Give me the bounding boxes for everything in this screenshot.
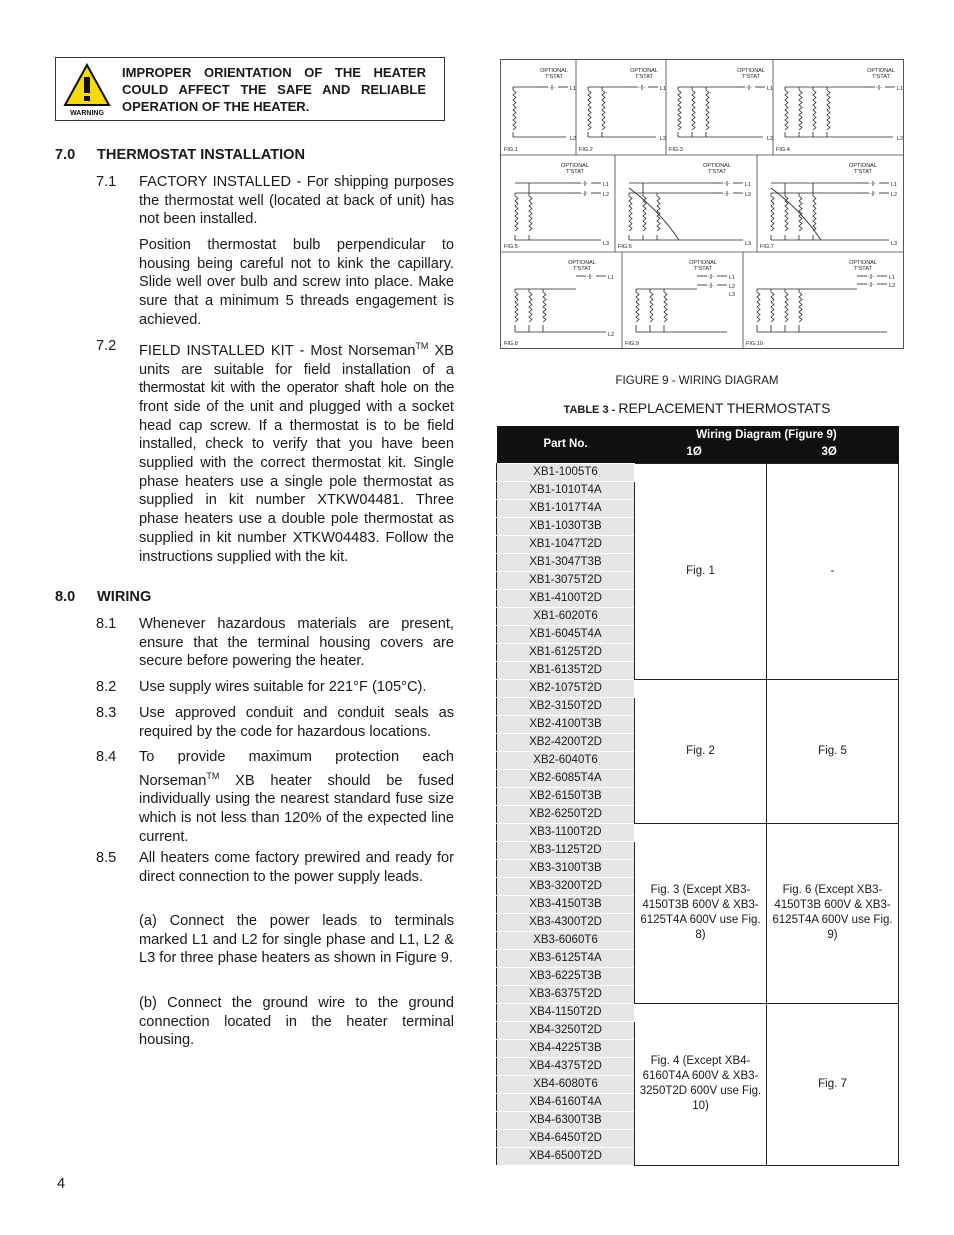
item-8-5-paragraph-b: (b) Connect the ground wire to the ground connection located in the heater terminal housing.	[139, 995, 454, 1049]
optional-label: OPTIONAL	[737, 68, 765, 74]
part-number-cell: XB1-4100T2D	[497, 589, 635, 607]
thermostat-contact-symbol: -||-	[582, 181, 588, 187]
table-title-text: REPLACEMENT THERMOSTATS	[618, 400, 831, 416]
heating-element	[757, 292, 760, 322]
line-terminal-label: L1	[767, 86, 774, 92]
part-number-cell: XB3-1125T2D	[497, 841, 635, 859]
part-number-cell: XB1-1010T4A	[497, 481, 635, 499]
line-terminal-label: L3	[729, 292, 736, 298]
tstat-label: T'STAT	[742, 74, 760, 80]
part-number-cell: XB2-1075T2D	[497, 679, 635, 697]
thermostat-contact-symbol: -||-	[746, 85, 752, 91]
item-text: All heaters come factory prewired and ready for direct connection to the power supply leads.	[139, 850, 454, 885]
part-number-cell: XB2-3150T2D	[497, 697, 635, 715]
line-terminal-label: L2	[897, 136, 903, 142]
wiring-diagram	[500, 59, 904, 349]
table-row	[497, 823, 899, 841]
thermostat-contact-symbol: -||-	[724, 191, 730, 197]
part-number-cell: XB4-3250T2D	[497, 1021, 635, 1039]
item-7-1	[96, 173, 454, 229]
heating-element	[513, 90, 516, 130]
wiring-1-phase-cell: Fig. 1	[635, 463, 767, 679]
tstat-label: T'STAT	[854, 266, 872, 272]
heating-element	[636, 292, 639, 322]
line-terminal-label: L3	[745, 241, 752, 247]
heating-element	[771, 292, 774, 322]
thermostat-contact-symbol: -||-	[868, 282, 874, 288]
figure-label: FIG.5	[504, 244, 518, 250]
optional-label: OPTIONAL	[703, 163, 731, 169]
tstat-label: T'STAT	[566, 169, 584, 175]
heating-element	[813, 90, 816, 130]
figure-label: FIG.1	[504, 147, 518, 153]
tstat-label: T'STAT	[573, 266, 591, 272]
line-terminal-label: L2	[608, 332, 615, 338]
part-number-cell: XB4-6080T6	[497, 1075, 635, 1093]
thermostat-contact-symbol: -||-	[708, 274, 714, 280]
line-terminal-label: L1	[897, 86, 903, 92]
thermostat-contact-symbol: -||-	[868, 274, 874, 280]
item-text: Use supply wires suitable for 221°F (105°C).	[139, 679, 427, 695]
part-number-cell: XB2-6250T2D	[497, 805, 635, 823]
part-number-cell: XB4-6500T2D	[497, 1147, 635, 1165]
table-row	[497, 1003, 899, 1021]
optional-label: OPTIONAL	[689, 260, 717, 266]
part-number-cell: XB3-6060T6	[497, 931, 635, 949]
optional-label: OPTIONAL	[568, 260, 596, 266]
table-row	[497, 463, 899, 481]
line-terminal-label: L2	[660, 136, 667, 142]
heating-element	[529, 196, 532, 231]
optional-label: OPTIONAL	[630, 68, 658, 74]
trademark-mark: TM	[206, 770, 220, 781]
heating-element	[650, 292, 653, 322]
thermostat-contact-symbol: -||-	[876, 85, 882, 91]
part-number-cell: XB2-6040T6	[497, 751, 635, 769]
wiring-3-phase-cell: Fig. 7	[767, 1003, 899, 1165]
part-number-cell: XB1-3047T3B	[497, 553, 635, 571]
line-terminal-label: L1	[891, 182, 898, 188]
warning-icon-label: WARNING	[70, 110, 104, 117]
heating-element	[771, 196, 774, 231]
tstat-label: T'STAT	[854, 169, 872, 175]
heating-element	[813, 196, 816, 231]
line-terminal-label: L3	[891, 241, 898, 247]
item-7-2	[96, 337, 454, 566]
thermostat-contact-symbol: -||-	[639, 85, 645, 91]
item-7-1-paragraph: Position thermostat bulb perpendicular to housing being careful not to kink the capillary. Slide well over bulb and screw into place. Make sure that a minimum 5 threads engagement is achieved.	[139, 237, 454, 328]
item-8-5-paragraph-a: (a) Connect the power leads to terminals marked L1 and L2 for single phase and L1, L2 & L3 for three phase heaters as shown in Figure 9.	[139, 913, 454, 967]
part-number-cell: XB4-6160T4A	[497, 1093, 635, 1111]
warning-text: IMPROPER ORIENTATION OF THE HEATER COULD AFFECT THE SAFE AND RELIABLE OPERATION OF THE HEATER.	[122, 65, 426, 114]
optional-label: OPTIONAL	[561, 163, 589, 169]
part-number-cell: XB3-6225T3B	[497, 967, 635, 985]
heating-element	[785, 292, 788, 322]
thermostat-contact-symbol: -||-	[870, 181, 876, 187]
thermostat-contact-symbol: -||-	[582, 191, 588, 197]
line-terminal-label: L2	[729, 284, 736, 290]
wire	[629, 188, 679, 240]
item-8-2	[96, 678, 454, 697]
thermostat-contact-symbol: -||-	[708, 283, 714, 289]
heating-element	[629, 196, 632, 231]
optional-label: OPTIONAL	[867, 68, 895, 74]
table-label: TABLE 3 -	[563, 404, 619, 416]
wiring-diagram-svg	[501, 60, 903, 348]
item-number: 7.2	[96, 338, 117, 354]
line-terminal-label: L2	[570, 136, 577, 142]
replacement-thermostats-table	[496, 426, 899, 1166]
part-number-cell: XB4-6450T2D	[497, 1129, 635, 1147]
heating-element	[785, 90, 788, 130]
header-wiring-title: Wiring Diagram (Figure 9)	[696, 429, 837, 441]
figure-label: FIG.4	[776, 147, 790, 153]
heating-element	[515, 292, 518, 322]
part-number-cell: XB1-1005T6	[497, 463, 635, 481]
item-number: 8.5	[96, 850, 117, 866]
optional-label: OPTIONAL	[849, 260, 877, 266]
heating-element	[799, 292, 802, 322]
optional-label: OPTIONAL	[849, 163, 877, 169]
item-8-3	[96, 704, 454, 741]
item-8-5	[96, 849, 454, 886]
part-number-cell: XB2-4200T2D	[497, 733, 635, 751]
tstat-label: T'STAT	[635, 74, 653, 80]
tstat-label: T'STAT	[545, 74, 563, 80]
heating-element	[588, 90, 591, 130]
figure-label: FIG.2	[579, 147, 593, 153]
part-number-cell: XB1-1017T4A	[497, 499, 635, 517]
item-number: 8.4	[96, 749, 117, 765]
heating-element	[799, 90, 802, 130]
trademark-mark: TM	[415, 341, 429, 351]
part-number-cell: XB1-1047T2D	[497, 535, 635, 553]
wiring-1-phase-cell: Fig. 3 (Except XB3-4150T3B 600V & XB3-6125T4A 600V use Fig. 8)	[635, 823, 767, 1003]
part-number-cell: XB4-4225T3B	[497, 1039, 635, 1057]
figure-label: FIG.3	[669, 147, 683, 153]
item-text: Whenever hazardous materials are present, ensure that the terminal housing covers are secure before powering the heater.	[139, 616, 454, 670]
heating-element	[678, 90, 681, 130]
heating-element	[515, 196, 518, 231]
item-number: 8.1	[96, 616, 117, 632]
thermostat-contact-symbol: -||-	[549, 85, 555, 91]
line-terminal-label: L1	[603, 182, 610, 188]
part-number-cell: XB1-6020T6	[497, 607, 635, 625]
header-3-phase: 3Ø	[821, 446, 837, 458]
header-1-phase: 1Ø	[686, 446, 702, 458]
part-number-cell: XB3-6375T2D	[497, 985, 635, 1003]
part-number-cell: XB3-3200T2D	[497, 877, 635, 895]
tstat-label: T'STAT	[694, 266, 712, 272]
section-title: THERMOSTAT INSTALLATION	[97, 147, 306, 163]
figure-label: FIG.9	[625, 341, 639, 347]
warning-box	[55, 57, 445, 121]
section-number: 8.0	[55, 589, 76, 605]
part-number-cell: XB3-4150T3B	[497, 895, 635, 913]
part-number-cell: XB4-1150T2D	[497, 1003, 635, 1021]
wiring-3-phase-cell: Fig. 5	[767, 679, 899, 823]
wire	[771, 188, 821, 240]
line-terminal-label: L1	[889, 275, 896, 281]
part-number-cell: XB2-6150T3B	[497, 787, 635, 805]
heating-element	[692, 90, 695, 130]
heating-element	[602, 90, 605, 130]
part-number-cell: XB1-6135T2D	[497, 661, 635, 679]
section-number: 7.0	[55, 147, 76, 163]
page-number: 4	[57, 1176, 66, 1192]
thermostat-contact-symbol: -||-	[870, 191, 876, 197]
item-text: To provide maximum protection each Norseman™ XB heater should be fused individually using the nearest standard fuse size which is not less than 120% of the expected line current.	[139, 749, 454, 845]
figure-caption: FIGURE 9 - WIRING DIAGRAM	[615, 375, 779, 387]
item-8-1	[96, 615, 454, 671]
part-number-cell: XB3-1100T2D	[497, 823, 635, 841]
heating-element	[543, 292, 546, 322]
line-terminal-label: L2	[603, 192, 610, 198]
part-number-cell: XB2-6085T4A	[497, 769, 635, 787]
wiring-1-phase-cell: Fig. 4 (Except XB4-6160T4A 600V & XB3-3250T2D 600V use Fig. 10)	[635, 1003, 767, 1165]
heating-element	[706, 90, 709, 130]
line-terminal-label: L2	[889, 283, 896, 289]
line-terminal-label: L2	[891, 192, 898, 198]
tstat-label: T'STAT	[872, 74, 890, 80]
line-terminal-label: L2	[745, 192, 752, 198]
figure-label: FIG.7	[760, 244, 774, 250]
line-terminal-label: L1	[729, 275, 736, 281]
line-terminal-label: L1	[745, 182, 752, 188]
item-8-4	[96, 748, 454, 846]
header-wiring	[635, 426, 899, 463]
part-number-cell: XB1-3075T2D	[497, 571, 635, 589]
figure-label: FIG.6	[618, 244, 632, 250]
wiring-3-phase-cell: -	[767, 463, 899, 679]
part-number-cell: XB1-6125T2D	[497, 643, 635, 661]
part-number-cell: XB1-6045T4A	[497, 625, 635, 643]
item-text: Use approved conduit and conduit seals as required by the code for hazardous locations.	[139, 705, 454, 740]
line-terminal-label: L1	[660, 86, 667, 92]
part-number-cell: XB4-6300T3B	[497, 1111, 635, 1129]
table-title	[500, 400, 894, 416]
item-number: 7.1	[96, 174, 117, 190]
warning-triangle-icon	[62, 62, 112, 118]
line-terminal-label: L1	[608, 275, 615, 281]
item-text: FIELD INSTALLED KIT - Most Norseman™ XB units are suitable for field installation of a thermostat kit with the operator shaft hole on the front side of the unit and plugged with a socket head cap screw. If a thermostat is to be field installed, check to verify that you have been supplied with the correct thermostat kit. Single phase heaters use a single pole thermostat as supplied in kit number XTKW04481. Three phase heaters use a double pole thermostat as supplied in kit number XTKW04483. Follow the instructions supplied with the kit.	[139, 341, 454, 565]
thermostat-contact-symbol: -||-	[587, 274, 593, 280]
optional-label: OPTIONAL	[540, 68, 568, 74]
item-number: 8.3	[96, 705, 117, 721]
line-terminal-label: L3	[603, 241, 610, 247]
section-title: WIRING	[97, 589, 152, 605]
line-terminal-label: L2	[767, 136, 774, 142]
part-number-cell: XB4-4375T2D	[497, 1057, 635, 1075]
tstat-label: T'STAT	[708, 169, 726, 175]
wiring-3-phase-cell: Fig. 6 (Except XB3-4150T3B 600V & XB3-6125T4A 600V use Fig. 9)	[767, 823, 899, 1003]
heating-element	[529, 292, 532, 322]
table-row	[497, 679, 899, 697]
header-part-no: Part No.	[497, 426, 635, 463]
heating-element	[827, 90, 830, 130]
part-number-cell: XB3-6125T4A	[497, 949, 635, 967]
wiring-1-phase-cell: Fig. 2	[635, 679, 767, 823]
part-number-cell: XB3-4300T2D	[497, 913, 635, 931]
item-text: FACTORY INSTALLED - For shipping purposes the thermostat well (located at back of unit) has not been installed.	[139, 174, 454, 228]
part-number-cell: XB3-3100T3B	[497, 859, 635, 877]
figure-label: FIG.8	[504, 341, 518, 347]
figure-label: FIG.10	[746, 341, 763, 347]
part-number-cell: XB2-4100T3B	[497, 715, 635, 733]
line-terminal-label: L1	[570, 86, 577, 92]
heating-element	[664, 292, 667, 322]
item-number: 8.2	[96, 679, 117, 695]
thermostat-contact-symbol: -||-	[724, 181, 730, 187]
part-number-cell: XB1-1030T3B	[497, 517, 635, 535]
